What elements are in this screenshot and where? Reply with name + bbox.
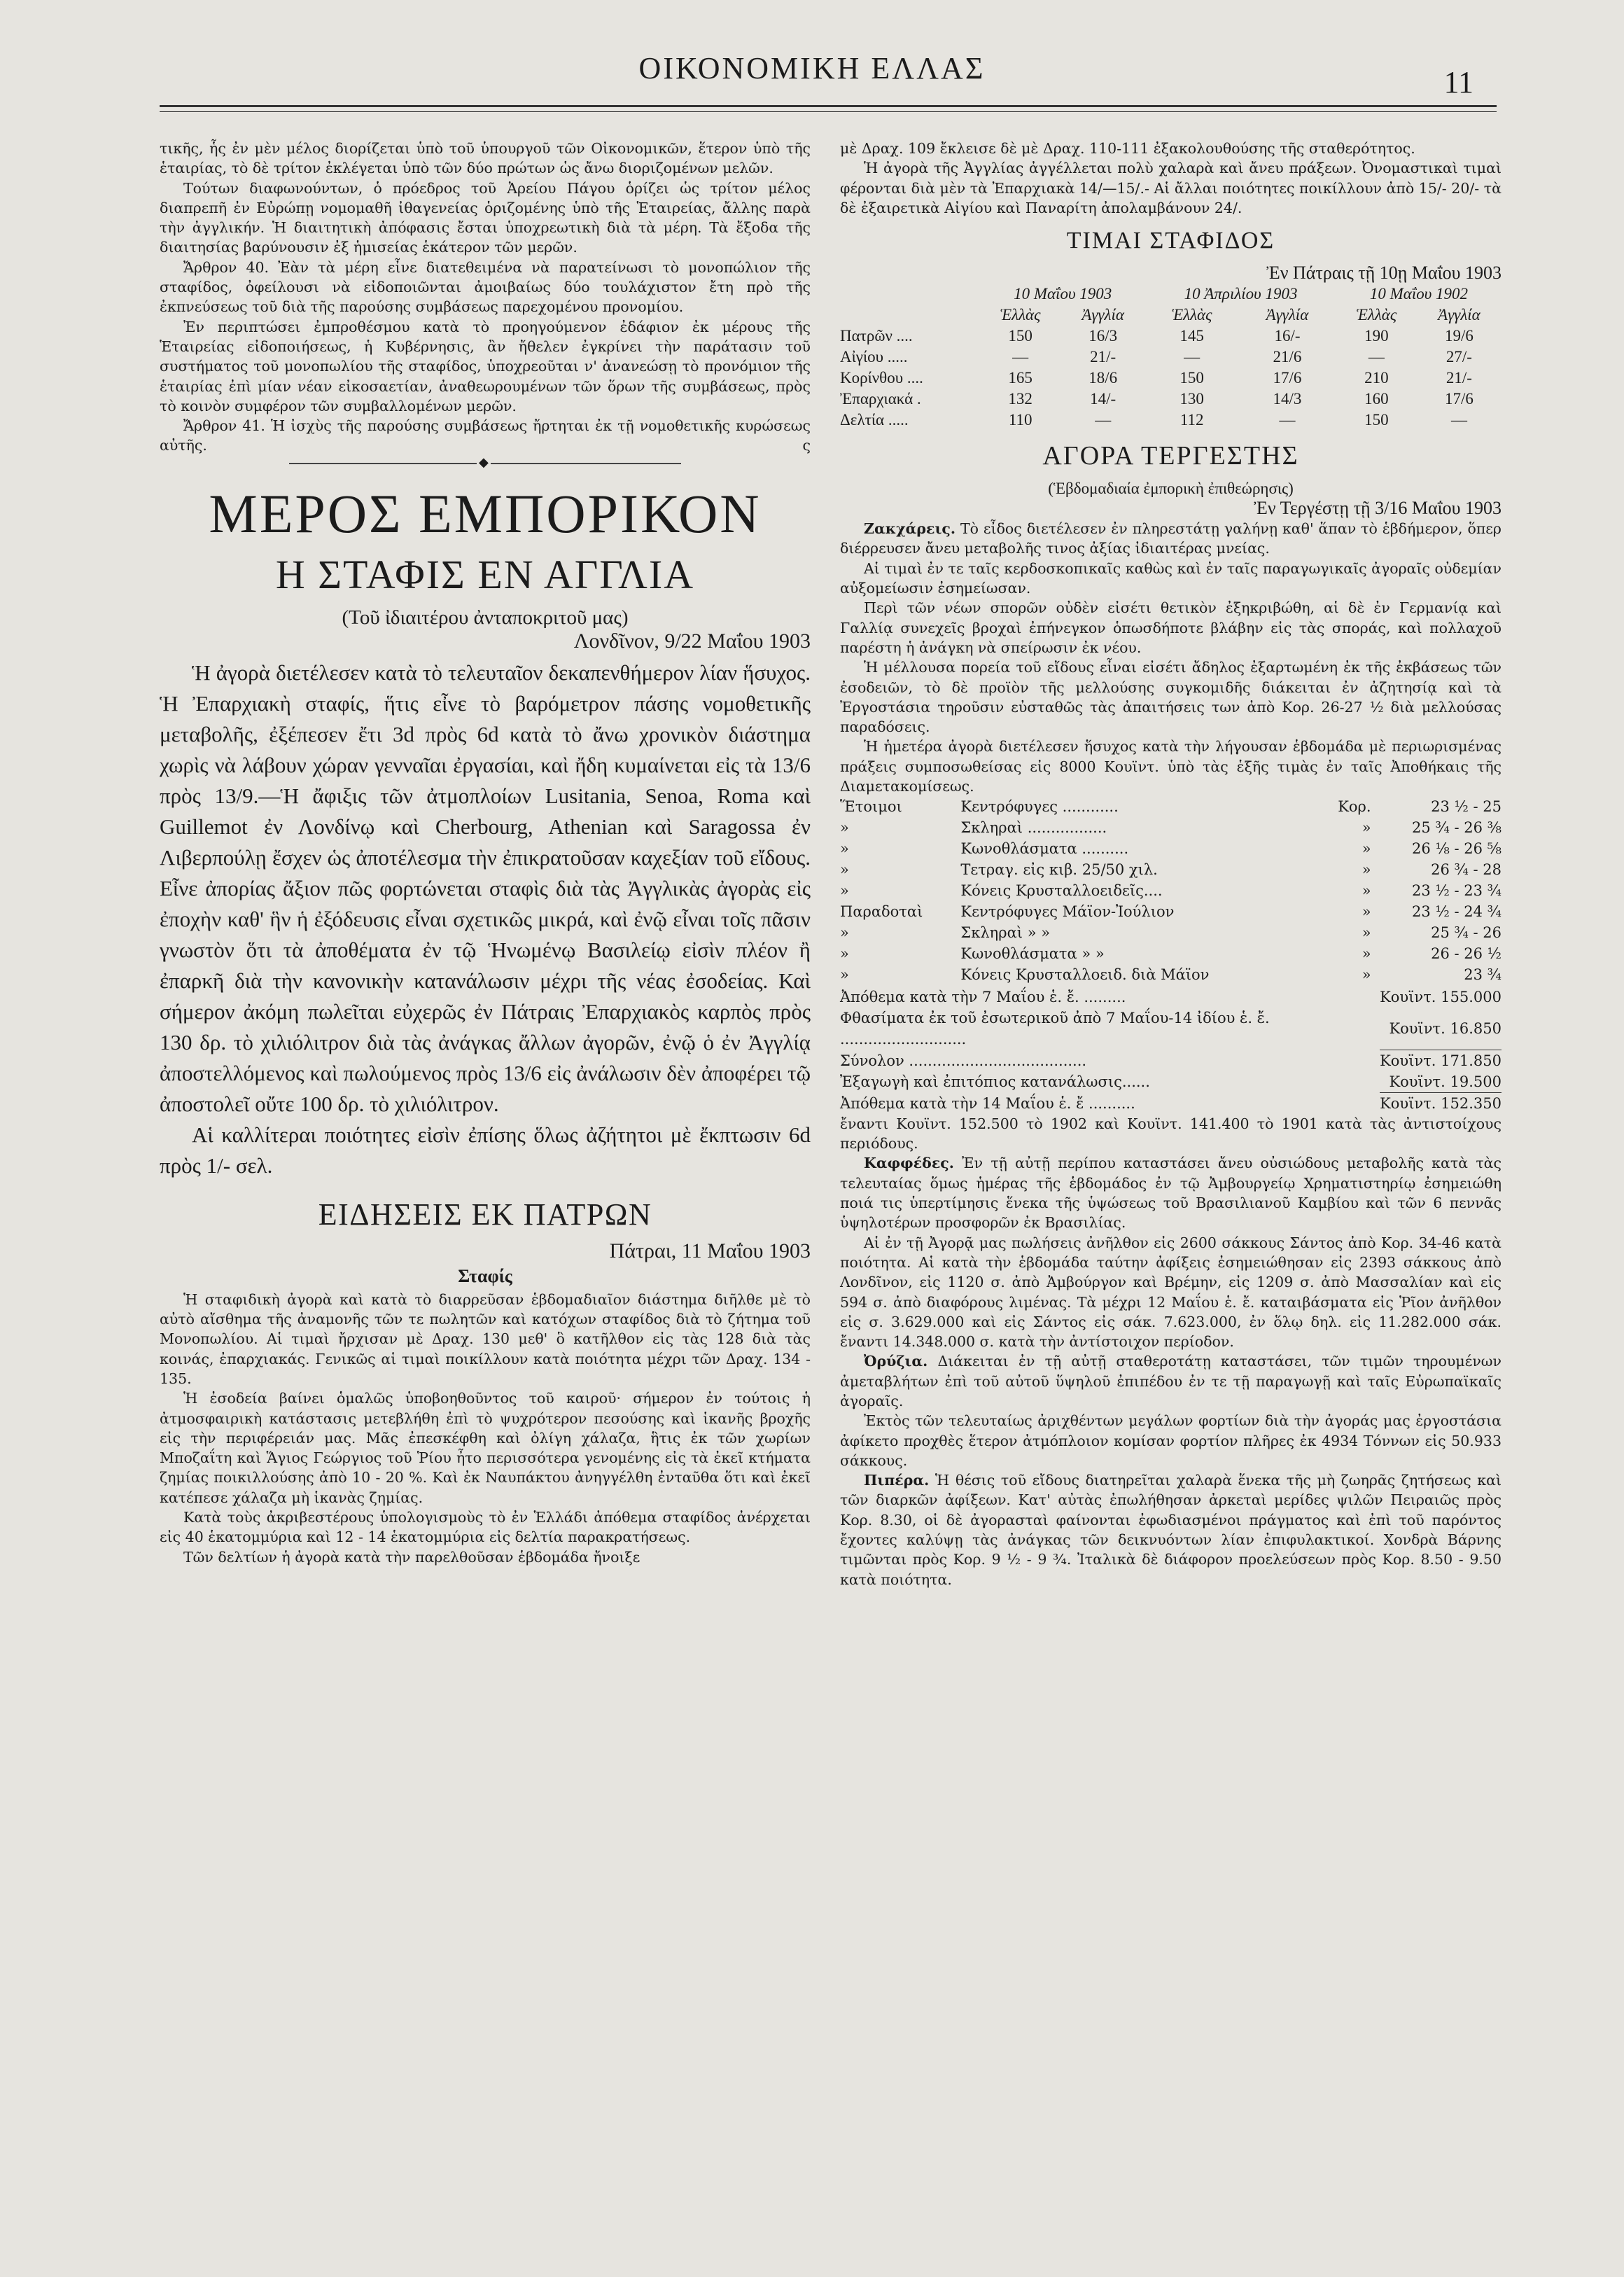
commodity-label: Καφφέδες. — [864, 1155, 954, 1172]
running-title: ΟΙΚΟΝΟΜΙΚΗ ΕΛΛΑΣ — [638, 51, 986, 85]
article-paragraph: Αἱ τιμαὶ ἐν τε ταῖς κερδοσκοπικαῖς καθὼς καὶ ἐν ταῖς παραγωγικαῖς ἀγοραῖς οὐδεμίαν αὐξομείωσιν ἐσημείωσαν. — [840, 559, 1502, 597]
table-cell: Σκληραὶ » » — [960, 924, 1051, 942]
table-cell: » — [1362, 924, 1371, 942]
article-heading: ΑΓΟΡΑ ΤΕΡΓΕΣΤΗΣ — [1042, 441, 1299, 471]
table-cell: — — [1368, 348, 1385, 366]
table-cell: 130 — [1180, 390, 1204, 408]
table-cell: 17/6 — [1445, 390, 1474, 408]
article-paragraph: μὲ Δραχ. 109 ἔκλεισε δὲ μὲ Δραχ. 110-111 ἐξακολουθούσης τῆς σταθερότητος. — [840, 140, 1415, 157]
column-header: Ἀγγλία — [1438, 306, 1480, 324]
table-cell: 150 — [1180, 369, 1204, 387]
article-heading: ΕΙΔΗΣΕΙΣ ΕΚ ΠΑΤΡΩΝ — [318, 1197, 652, 1232]
table-cell: Κόνεις Κρυσταλλοειδεῖς.... — [960, 882, 1163, 900]
article-paragraph: τικῆς, ἧς ἐν μὲν μέλος διορίζεται ὑπὸ τοῦ ὑπουργοῦ τῶν Οἰκονομικῶν, ἕτερον ὑπὸ τῆς ἑταιρίας, τὸ δὲ τρίτον ἐκλέγεται ὑπὸ τῶν δύο πρώτων ὡς ἄνω διοριζομένων μελῶν. — [160, 140, 811, 177]
table-cell: 18/6 — [1088, 369, 1118, 387]
table-cell: Κωνοθλάσματα .......... — [960, 840, 1129, 858]
table-cell: Ἀπόθεμα κατὰ τὴν 7 Μαΐου ἑ. ἔ. ......... — [840, 989, 1126, 1006]
table-cell: 110 — [1008, 411, 1032, 429]
table-row — [840, 1071, 1502, 1093]
table-cell: Παραδοταὶ — [840, 903, 923, 921]
article-text: Ἡ θέσις τοῦ εἴδους διατηρεῖται χαλαρὰ ἕνεκα τῆς μὴ ζωηρᾶς ζητήσεως καὶ τῶν διαρκῶν ἀφίξεων. Κατ' αὐτὰς ἐπωλήθησαν ἀρκεταὶ μερίδες ψιλῶν Πειραιῶς πρὸς Κορ. 8.30, οἱ δὲ ἀγορασταὶ φαίνονται ἐφωδιασμένοι πράγματος καὶ ἐπὶ τοῦ παρόντος ἔχοντες καλύψῃ τὰς ἀνάγκας τῶν δεικνυόντων λίαν ἐπιφυλακτικοί. Χονδρὰ Βάρνης τιμῶνται πρὸς Κορ. 9 ½ - 9 ¾. Ἰταλικὰ δὲ διάφορον προελεύσεων πρὸς Κορ. 8.50 - 9.50 κατὰ ποιότητα. — [840, 1472, 1502, 1588]
table-cell: 112 — [1180, 411, 1204, 429]
table-cell: » — [1362, 966, 1371, 984]
table-cell: » — [1362, 882, 1371, 900]
table-cell: 26 ¾ - 28 — [1431, 861, 1502, 879]
table-cell: » — [840, 945, 849, 963]
page-number: 11 — [1443, 65, 1474, 99]
article-paragraph: Ἡ μέλλουσα πορεία τοῦ εἴδους εἶναι εἰσέτι ἄδηλος ἐξαρτωμένη ἐκ τῆς ἐκβάσεως τῶν ἐσοδειῶν, τὸ δὲ προϊὸν τῆς μελλούσης συγκομιδῆς διάκειται ἐν ἀζητησίᾳ καὶ τὰ Ἐργοστάσια τηροῦσιν εὐσταθῶς τὰς ἀπαιτήσεις των ἀπὸ Κορ. 26-27 ½ διὰ μελλούσας παραδόσεις. — [840, 659, 1502, 736]
table-row — [840, 796, 1502, 817]
table-row — [840, 880, 1502, 901]
stock-table — [840, 987, 1502, 1114]
table-cell: » — [1362, 903, 1371, 921]
row-label: Αἰγίου ..... — [840, 348, 908, 366]
table-cell: 160 — [1364, 390, 1389, 408]
table-cell: 26 ⅛ - 26 ⅝ — [1412, 840, 1502, 858]
table-cell: Ἀπόθεμα κατὰ τὴν 14 Μαΐου ἑ. ἔ .......... — [840, 1094, 1135, 1112]
table-cell: Κεντρόφυγες Μάϊον-Ἰούλιον — [960, 903, 1175, 921]
table-cell: » — [1362, 840, 1371, 858]
table-row — [840, 817, 1502, 838]
currant-price-table — [840, 284, 1502, 431]
article-paragraph: Ἡ σταφιδικὴ ἀγορὰ καὶ κατὰ τὸ διαρρεῦσαν ἑβδομαδιαῖον διάστημα διῆλθε μὲ τὸ αὐτὸ αἴσθημα τῆς ἀναμονῆς τῶν τε πωλητῶν καὶ κατόχων σταφίδος διὰ τὸ ζήτημα τοῦ Μονοπωλίου. Αἱ τιμαὶ ἤρχισαν μὲ Δραχ. 130 μεθ' ὃ κατῆλθον εἰς τὰς 128 διὰ τὰς κοινάς, ἐπαρχιακάς. Γενικῶς αἱ τιμαὶ ποικίλλουν κατὰ ποιότητα μέχρι τῶν Δραχ. 134 - 135. — [160, 1290, 811, 1387]
table-row — [840, 859, 1502, 880]
row-label: Κορίνθου .... — [840, 369, 923, 387]
article-paragraph: Ἡ ἀγορὰ τῆς Ἀγγλίας ἀγγέλλεται πολὺ χαλαρὰ καὶ ἄνευ πράξεων. Ὀνομαστικαὶ τιμαὶ φέρονται διὰ μὲν τὰ Ἐπαρχιακὰ 14/—15/.- Αἱ ἄλλαι ποιότητες ποικίλλουν ἀπὸ 15/- 20/- τὰ δὲ ἐξαιρετικὰ Αἰγίου καὶ Παναρίτη ἀπολαμβάνουν 24/. — [840, 160, 1502, 216]
table-cell: 17/6 — [1273, 369, 1302, 387]
table-cell: » — [840, 882, 849, 900]
article-dateline: Πάτραι, 11 Μαΐου 1903 — [609, 1239, 811, 1262]
article-heading: Η ΣΤΑΦΙΣ ΕΝ ΑΓΓΛΙΑ — [275, 551, 695, 597]
table-cell: 145 — [1180, 327, 1204, 345]
article-paragraph — [160, 416, 811, 456]
table-row — [840, 1008, 1502, 1050]
article-paragraph: Ἐν περιπτώσει ἐμπροθέσμου κατὰ τὸ προηγούμενον ἐδάφιον ἐκ μέρους τῆς Ἑταιρείας εἰδοποιήσεως, ἡ Κυβέρνησις, ἂν ἤθελεν ἐγκρίνει τὴν παράτασιν τοῦ συστήματος τοῦ μονοπωλίου τῆς σταφίδος, ὑποχρεοῦται ν' ἀνανεώσῃ τὸ προνόμιον τῆς ἑταιρίας ἐπὶ μίαν νέαν εἰκοσαετίαν, ἀναθεωρουμένων τῶν ὅρων τῆς συμβάσεως, πρὸς τὸ κοινὸν συμφέρον τῶν συμβαλλομένων μερῶν. — [160, 318, 811, 415]
subheading: Σταφίς — [458, 1265, 512, 1286]
column-header: Ἀγγλία — [1266, 306, 1309, 324]
article-dateline: Ἐν Τεργέστῃ τῇ 3/16 Μαΐου 1903 — [1254, 498, 1502, 519]
table-cell: 21/6 — [1273, 348, 1302, 366]
article-text: Διάκειται ἐν τῇ αὐτῇ σταθεροτάτῃ καταστάσει, τῶν τιμῶν τηρουμένων ἀμεταβλήτων ἐπὶ τοῦ αὐτοῦ ὕψηλοῦ ἐπιπέδου ἐν τε τῇ παραγωγῇ καὶ ταῖς Εὐρωπαϊκαῖς ἀγοραῖς. — [840, 1353, 1502, 1409]
table-row — [840, 389, 1502, 410]
article-paragraph: Ἡ ἡμετέρα ἀγορὰ διετέλεσεν ἥσυχος κατὰ τὴν λήγουσαν ἑβδομάδα μὲ περιωρισμένας πράξεις συμποσωθείσας εἰς 8000 Κουϊντ. ὑπὸ τὰς ἑξῆς τιμὰς ἐν ταῖς Ἀποθήκαις τῆς Διαμετακομίσεως. — [840, 738, 1502, 795]
article-paragraph: Ἡ ἀγορὰ διετέλεσεν κατὰ τὸ τελευταῖον δεκαπενθήμερον λίαν ἥσυχος. Ἡ Ἐπαρχιακὴ σταφίς, ἥτις εἶνε τὸ βαρόμετρον πάσης νομοθετικῆς μεταβολῆς, ἐξέπεσεν ἔτι 3d πρὸς 6d κατὰ τὸ ἄνω χρονικὸν διάστημα χωρὶς νὰ λάβουν χώραν γενναῖαι ἐργασίαι, καὶ ἤδη κυμαίνεται εἰς τὰ 13/6 πρὸς 13/9.—Ἡ ἄφιξις τῶν ἀτμοπλοίων Lusitania, Senoa, Roma καὶ Guillemot ἐν Λονδίνῳ καὶ Cherbourg, Athenian καὶ Saragossa ἐν Λιβερπούλῃ ἔσχεν ὡς ἀποτέλεσμα τὴν ἐπικρατοῦσαν καχεξίαν τοῦ εἴδους. Εἶνε ἀπορίας ἄξιον πῶς φορτώνεται σταφὶς διὰ τὰς Ἀγγλικὰς ἀγορὰς εἰς ἐποχὴν καθ' ἣν ἡ ἐξόδευσις εἶναι σχετικῶς μικρά, καὶ ἐνῷ εἶναι τοῖς πᾶσιν γνωστὸν ὅτι τὰ ἀποθέματα ἐν τῷ Ἡνωμένῳ Βασιλείῳ εἰσὶν πλέον ἢ ἐπαρκῆ διὰ τὴν κανονικὴν κατανάλωσιν μέχρι τῆς νέας ἐσοδείας. Καὶ σήμερον ἀκόμη πωλεῖται εὐχερῶς ἐν Πάτραις Ἐπαρχιακὸς καρπὸς πρὸς 130 δρ. τὸ χιλιόλιτρον διὰ τὰς ἀνάγκας ἄλλων ἀγορῶν, ἐνῷ ὁ ἐν Ἀγγλίᾳ ἀποστελλόμενος καὶ πωλούμενος πρὸς 13/6 εἰς ἀνάλωσιν δὲν ἀποφέρει τῷ ἀποστολεῖ οὔτε 100 δρ. τὸ χιλιόλιτρον. — [160, 660, 811, 1116]
table-cell: 23 ½ - 25 — [1431, 798, 1502, 816]
table-cell: — — [1012, 348, 1029, 366]
table-cell: » — [1362, 819, 1371, 837]
table-cell: — — [1279, 411, 1296, 429]
table-cell: » — [840, 966, 849, 984]
article-paragraph — [840, 1470, 1502, 1589]
header-rule-thin — [160, 111, 1497, 112]
header-rule — [160, 105, 1497, 107]
article-paragraph: ἔναντι Κουϊντ. 152.500 τὸ 1902 καὶ Κουϊντ. 141.400 τὸ 1901 κατὰ τὰς ἀντιστοίχους περιόδους. — [840, 1115, 1502, 1153]
table-cell: » — [840, 924, 849, 942]
table-cell: Κωνοθλάσματα » » — [960, 945, 1105, 963]
table-cell: 210 — [1364, 369, 1389, 387]
table-cell: » — [840, 861, 849, 879]
table-row — [840, 1050, 1502, 1071]
section-separator — [289, 463, 681, 464]
table-cell: Κουϊντ. 16.850 — [1380, 1008, 1502, 1050]
table-row — [840, 943, 1502, 964]
article-paragraph: Περὶ τῶν νέων σπορῶν οὐδὲν εἰσέτι θετικὸν ἐξηκριβώθη, αἱ δὲ ἐν Γερμανίᾳ καὶ Γαλλίᾳ συνεχεῖς βροχαὶ ἐπήνεγκον ὁπωσδήποτε βλάβην εἰς τὰς σποράς, καὶ πολλαχοῦ παρέστη ἡ ἀνάγκη νὰ σπείρωσιν ἐκ νέου. — [840, 599, 1502, 656]
article-heading: ΤΙΜΑΙ ΣΤΑΦΙΔΟΣ — [1066, 228, 1275, 254]
table-cell: 190 — [1364, 327, 1389, 345]
table-cell: Σύνολον ...................................... — [840, 1052, 1087, 1069]
table-cell: 150 — [1008, 327, 1032, 345]
table-row — [840, 901, 1502, 922]
table-cell: 165 — [1008, 369, 1032, 387]
table-cell: Κεντρόφυγες ............ — [960, 798, 1119, 816]
article-paragraph — [840, 1153, 1502, 1232]
table-cell: Ἐξαγωγὴ καὶ ἐπιτόπιος κατανάλωσις...... — [840, 1073, 1150, 1091]
table-cell: 14/3 — [1273, 390, 1302, 408]
table-cell: » — [840, 840, 849, 858]
table-cell: Κουϊντ. 171.850 — [1380, 1052, 1502, 1069]
year-header: 10 Ἀπριλίου 1903 — [1184, 285, 1298, 303]
table-cell: Κορ. — [1338, 798, 1371, 816]
table-row — [840, 347, 1502, 368]
right-column — [840, 139, 1502, 1589]
article-text: Ἄρθρον 41. Ἡ ἰσχὺς τῆς παρούσης συμβάσεως ἤρτηται ἐκ τῇ νομοθετικῆς κυρώσεως αὐτῆς. — [160, 417, 811, 454]
table-row — [840, 838, 1502, 859]
table-cell: 21/- — [1446, 369, 1472, 387]
article-dateline: Λονδῖνον, 9/22 Μαΐου 1903 — [573, 629, 811, 653]
article-paragraph — [840, 1351, 1502, 1411]
column-header: Ἀγγλία — [1082, 306, 1124, 324]
table-cell: 26 - 26 ½ — [1431, 945, 1502, 963]
table-cell: Τετραγ. εἰς κιβ. 25/50 χιλ. — [960, 861, 1158, 879]
table-cell: 150 — [1364, 411, 1389, 429]
table-cell: Σκληραὶ ................. — [960, 819, 1107, 837]
table-cell: 19/6 — [1445, 327, 1474, 345]
article-paragraph: Κατὰ τοὺς ἀκριβεστέρους ὑπολογισμοὺς τὸ ἐν Ἑλλάδι ἀπόθεμα σταφίδος ἀνέρχεται εἰς 40 ἑκατομμύρια καὶ 12 - 14 ἑκατομμύρια εἰς δελτία παρακρατήσεως. — [160, 1509, 811, 1546]
article-paragraph: Ἐκτὸς τῶν τελευταίως ἀριχθέντων μεγάλων φορτίων διὰ τὴν ἀγοράς μας ἐργοστάσια ἀφίκετο προχθὲς ἕτερον ἀτμόπλοιον κομίσαν φορτίον πλῆρες ἐκ 4934 Τόννων εἰς 50.933 σάκκους. — [840, 1412, 1502, 1469]
margin-mark: ς — [802, 437, 811, 454]
commodity-label: Ζακχάρεις. — [864, 520, 955, 538]
table-cell: 132 — [1008, 390, 1032, 408]
column-header: Ἑλλὰς — [1171, 306, 1212, 324]
row-label: Δελτία ..... — [840, 411, 909, 429]
article-paragraph: Τούτων διαφωνούντων, ὁ πρόεδρος τοῦ Ἀρείου Πάγου ὁρίζει ὡς τρίτον μέλος διαπρεπῆ ἐν Εὐρώπῃ νομομαθῆ ἰθαγενείας ὁριζομένης ὑπὸ τῆς Ἑταιρείας, ἄλλης παρὰ τὴν ἀγγλικήν. Ἡ διαιτητικὴ ἀπόφασις ἔσται ὑποχρεωτικὴ διὰ τὰ μέρη. Τὰ ἔξοδα τῆς διαιτησίας βαρύνουσιν ἐξ ἡμισείας ἑκάτερον τῶν μερῶν. — [160, 179, 811, 256]
column-header: Ἑλλὰς — [1356, 306, 1397, 324]
article-paragraph: Τῶν δελτίων ἡ ἀγορὰ κατὰ τὴν παρελθοῦσαν ἑβδομάδα ἤνοιξε — [183, 1548, 640, 1566]
article-paragraph — [840, 519, 1502, 559]
article-text: Ἐν τῇ αὐτῇ περίπου καταστάσει ἄνευ οὐσιώδους μεταβολῆς κατὰ τὰς τελευταίας ὅμως ἡμέρας τῆς ἑβδομάδος ἐν τῷ Ἀμβουργείῳ Χρηματιστηρίῳ ἐσημειώθη ποιά τις ὑπερτίμησις ἕνεκα τῆς ὑψώσεως τοῦ Βρασιλιανοῦ Καμβίου καὶ τῶν 6 πεννᾶς ὑψηλοτέρων προσφορῶν ἐκ Βρασιλίας. — [840, 1155, 1502, 1232]
table-cell: » — [1362, 861, 1371, 879]
section-heading: ΜΕΡΟΣ ΕΜΠΟΡΙΚΟΝ — [209, 482, 762, 544]
table-cell: 16/- — [1274, 327, 1301, 345]
table-cell: Κόνεις Κρυσταλλοειδ. διὰ Μάϊον — [960, 966, 1210, 984]
table-row — [840, 326, 1502, 347]
column-header: Ἑλλὰς — [1000, 306, 1041, 324]
table-cell: » — [840, 819, 849, 837]
table-row — [840, 368, 1502, 389]
table-row — [840, 410, 1502, 431]
table-cell: — — [1184, 348, 1200, 366]
table-cell: Κουϊντ. 19.500 — [1380, 1071, 1502, 1093]
article-dateline: Ἐν Πάτραις τῇ 10ῃ Μαΐου 1903 — [1266, 263, 1502, 284]
table-cell: 14/- — [1090, 390, 1116, 408]
article-text: Τὸ εἶδος διετέλεσεν ἐν πληρεστάτῃ γαλήνῃ καθ' ἅπαν τὸ ἑβδήμερον, ὅπερ διέρρευσεν ἄνευ μεταβολῆς τινος ἀξίας ἰδιαιτέρας μνείας. — [840, 520, 1502, 557]
table-cell: 27/- — [1446, 348, 1472, 366]
table-cell: Κουϊντ. 152.350 — [1380, 1094, 1502, 1112]
table-cell: 25 ¾ - 26 — [1431, 924, 1502, 942]
article-paragraph: Αἱ ἐν τῇ Ἀγορᾷ μας πωλήσεις ἀνῆλθον εἰς 2600 σάκκους Σάντος ἀπὸ Κορ. 34-46 κατὰ ποιότητα. Αἱ κατὰ τὴν ἑβδομάδα ταύτην ἀφίξεις ἐσημειώθησαν εἰς 2393 σάκκους ἀπὸ Λονδῖνον, εἰς 1120 σ. ἀπὸ Ἀμβούργον καὶ Βρέμην, εἰς 1209 σ. ἀπὸ Μασσαλίαν καὶ εἰς 594 σ. ἀπὸ διαφόρους λιμένας. Τὰ μέχρι 12 Μαΐου ἑ. ἔ. καταιβάσματα εἰς Ῥῖον ἀνῆλθον εἰς σ. 3.629.000 καὶ εἰς Σάντος εἰς σάκ. 7.623.000, ἐν ὅλῳ δηλ. εἰς 11.282.000 σάκ. ἔναντι 14.348.000 σ. κατὰ τὴν ἀντίστοιχον περίοδον. — [840, 1234, 1502, 1351]
table-row — [840, 964, 1502, 985]
table-cell: 23 ¾ — [1464, 966, 1502, 984]
table-cell: — — [1450, 411, 1467, 429]
table-cell: Ἕτοιμοι — [840, 798, 902, 816]
table-cell: » — [1362, 945, 1371, 963]
table-cell: — — [1095, 411, 1112, 429]
article-paragraph: Αἱ καλλίτεραι ποιότητες εἰσὶν ἐπίσης ὅλως ἀζήτητοι μὲ ἔκπτωσιν 6d πρὸς 1/- σελ. — [160, 1122, 811, 1178]
table-row — [840, 922, 1502, 943]
table-row — [840, 1092, 1502, 1114]
table-row — [840, 987, 1502, 1008]
table-cell: 25 ¾ - 26 ⅜ — [1412, 819, 1502, 837]
row-label: Ἐπαρχιακά . — [840, 390, 921, 408]
table-cell: 21/- — [1090, 348, 1116, 366]
article-paragraph: Ἄρθρον 40. Ἐὰν τὰ μέρη εἶνε διατεθειμένα νὰ παρατείνωσι τὸ μονοπώλιον τῆς σταφίδος, ὀφείλουσι νὰ εἰδοποιῶνται ἀμοιβαίως δύο τουλάχιστον ἔτη πρὸ τῆς ἐκπνεύσεως τοῦ διὰ τῆς παρούσης συμβάσεως παρεχομένου προνομίου. — [160, 258, 811, 316]
commodity-label: Ὀρύζια. — [864, 1353, 928, 1370]
table-cell: 16/3 — [1088, 327, 1118, 345]
article-paragraph: Ἡ ἐσοδεία βαίνει ὁμαλῶς ὑποβοηθοῦντος τοῦ καιροῦ· σήμερον ἐν τούτοις ἡ ἀτμοσφαιρικὴ κατάστασις μετεβλήθη ἐπὶ τὸ ψυχρότερον πεσούσης καὶ ἱκανῆς βροχῆς εἰς τὴν περιφέρειάν μας. Μᾶς ἐπεσκέφθη καὶ ὀλίγη χάλαζα, ἣτις ἐκ τῶν χωρίων Μποζαΐτη καὶ Ἅγιος Γεώργιος τοῦ Ῥίου ἦτο περισσότερα γενομένης εἰς τὰ ἐκεῖ κτήματα ζημίας ποικιλλούσης ἀπὸ 10 - 20 %. Καὶ ἐκ Ναυπάκτου ἀνηγγέλθη ἐνταῦθα ὅτι καὶ ἐκεῖ κατέπεσε χάλαζα μὴ ἱκανὰς ζημίας. — [160, 1390, 811, 1506]
sugar-price-table — [840, 796, 1502, 985]
left-column — [160, 139, 811, 1567]
article-byline: (Ἑβδομαδιαία ἐμπορικὴ ἐπιθεώρησις) — [1048, 480, 1294, 498]
commodity-label: Πιπέρα. — [864, 1472, 930, 1489]
table-cell: Φθασίματα ἐκ τοῦ ἐσωτερικοῦ ἀπὸ 7 Μαΐου-14 ἰδίου ἑ. ἔ. ........................... — [840, 1010, 1270, 1048]
row-label: Πατρῶν .... — [840, 327, 913, 345]
table-cell: 23 ½ - 24 ¾ — [1412, 903, 1502, 921]
year-header: 10 Μαΐου 1902 — [1369, 285, 1469, 303]
table-cell: 23 ½ - 23 ¾ — [1412, 882, 1502, 900]
article-byline: (Τοῦ ἰδιαιτέρου ἀνταποκριτοῦ μας) — [342, 606, 629, 629]
year-header: 10 Μαΐου 1903 — [1014, 285, 1112, 303]
table-cell: Κουϊντ. 155.000 — [1380, 989, 1502, 1006]
